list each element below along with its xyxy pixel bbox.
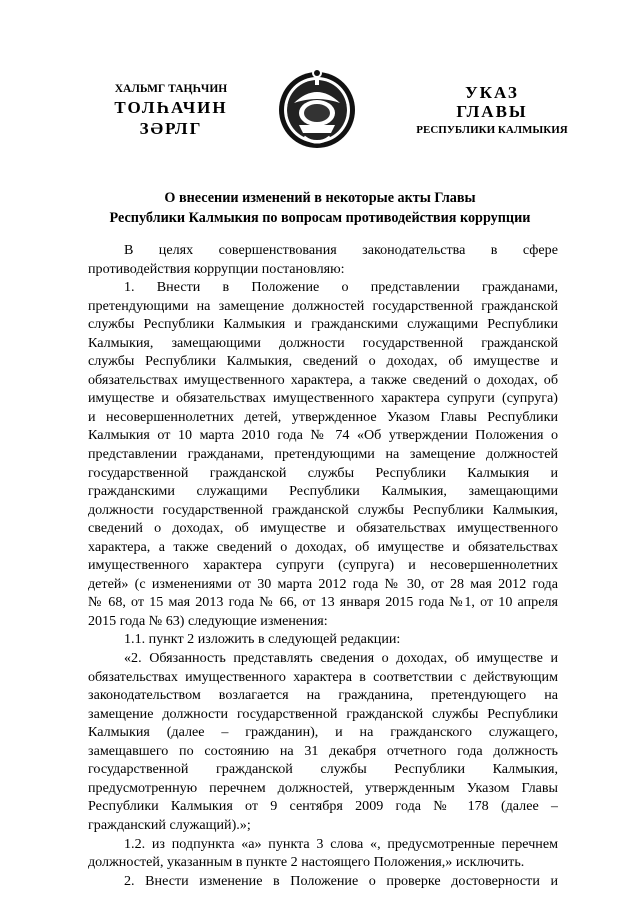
body-line: государственной гражданской службы Республики Калмыкия, bbox=[88, 761, 558, 778]
body-line: замещавшего по состоянию на 31 декабря отчетного года должность bbox=[88, 742, 558, 759]
body-line: государственной гражданской службы Республики Калмыкия и bbox=[88, 464, 558, 481]
body-line: гражданскими служащими Республики Калмыкия, замещающими bbox=[88, 483, 558, 500]
body-line: предусмотренную перечнем должностей, утвержденным Указом Главы bbox=[88, 779, 558, 796]
body-line: «2. Обязанность представлять сведения о доходах, об имуществе и bbox=[124, 650, 558, 667]
body-line: претендующими на замещение должностей государственной гражданской bbox=[88, 297, 558, 314]
body-line: № 68, от 15 мая 2013 года № 66, от 13 января 2015 года №1, от 10 апреля bbox=[88, 594, 558, 611]
header-left-kalmyk bbox=[96, 84, 246, 137]
title-line: Республики Калмыкия по вопросам противодействия коррупции bbox=[109, 210, 531, 226]
title-line: О внесении изменений в некоторые акты Главы bbox=[164, 190, 476, 206]
body-line: гражданский служащий).»; bbox=[88, 816, 251, 833]
body-line: службы Республики Калмыкия, сведений о доходах, об имуществе и bbox=[88, 353, 558, 370]
header-right-line-2: ГЛАВЫ bbox=[456, 102, 528, 121]
body-line: должности государственной гражданской службы Республики Калмыкия, bbox=[88, 501, 558, 518]
body-line: сведений о доходах, об имуществе и обязательствах имущественного bbox=[88, 520, 558, 537]
body-line: характера, а также сведений о доходах, об имуществе и обязательствах bbox=[88, 538, 558, 555]
body-line: имущественного характера супруги (супруга) и несовершеннолетних bbox=[88, 557, 558, 574]
body-line: Калмыкия (далее – гражданин), и на гражданского служащего, bbox=[88, 724, 558, 741]
header-right-line-3: РЕСПУБЛИКИ КАЛМЫКИЯ bbox=[416, 124, 568, 136]
body-line: службы Республики Калмыкия и гражданскими служащими Республики bbox=[88, 316, 558, 333]
body-line: 2015 года № 63) следующие изменения: bbox=[88, 612, 328, 629]
body-line: законодательством возлагается на гражданина, претендующего на bbox=[88, 687, 558, 704]
body-line: В целях совершенствования законодательства в сфере bbox=[124, 242, 558, 258]
body-line: обязательствах имущественного характера, а также сведений о доходах, об bbox=[88, 371, 558, 388]
body-line: и несовершеннолетних детей, утвержденное Указом Главы Республики bbox=[88, 408, 558, 425]
body-line: детей» (с изменениями от 30 марта 2012 года № 30, от 28 мая 2012 года bbox=[88, 575, 558, 592]
header-left-line-3: ЗӘРЛГ bbox=[139, 118, 203, 138]
body-line: Республики Калмыкия от 9 сентября 2009 года № 178 (далее – bbox=[88, 798, 558, 815]
header-right-line-1: УКАЗ bbox=[465, 83, 519, 102]
body-line: Калмыкия от 10 марта 2010 года № 74 «Об утверждении Положения о bbox=[88, 427, 558, 444]
document-body bbox=[88, 241, 558, 890]
body-line: представлении гражданами, претендующими на замещение должностей bbox=[88, 446, 558, 463]
body-line: замещение должности государственной гражданской службы Республики bbox=[88, 705, 558, 722]
body-line: противодействия коррупции постановляю: bbox=[88, 260, 345, 277]
body-line: 2. Внести изменение в Положение о проверке достоверности и bbox=[124, 872, 558, 889]
header-left-line-1: ХАЛЬМГ ТАҢҺЧИН bbox=[114, 83, 228, 95]
body-line: 1.2. из подпункта «а» пункта 3 слова «, предусмотренные перечнем bbox=[124, 835, 558, 852]
body-line: Калмыкия, замещающими должности государственной гражданской bbox=[88, 334, 558, 351]
body-line: должностей, указанным в пункте 2 настоящего Положения,» исключить. bbox=[88, 854, 525, 871]
header-left-line-2: ТОЛҺАЧИН bbox=[114, 97, 228, 117]
body-line: обязательствах имущественного характера в соответствии с действующим bbox=[88, 668, 558, 685]
body-line: 1. Внести в Положение о представлении гражданами, bbox=[124, 279, 558, 296]
coat-of-arms-icon bbox=[274, 63, 360, 153]
body-line: имуществе и обязательствах имущественного характера супруги (супруга) bbox=[88, 390, 558, 407]
header-right-russian bbox=[412, 84, 572, 136]
body-line: 1.1. пункт 2 изложить в следующей редакции: bbox=[124, 631, 401, 648]
document-title bbox=[60, 188, 580, 228]
